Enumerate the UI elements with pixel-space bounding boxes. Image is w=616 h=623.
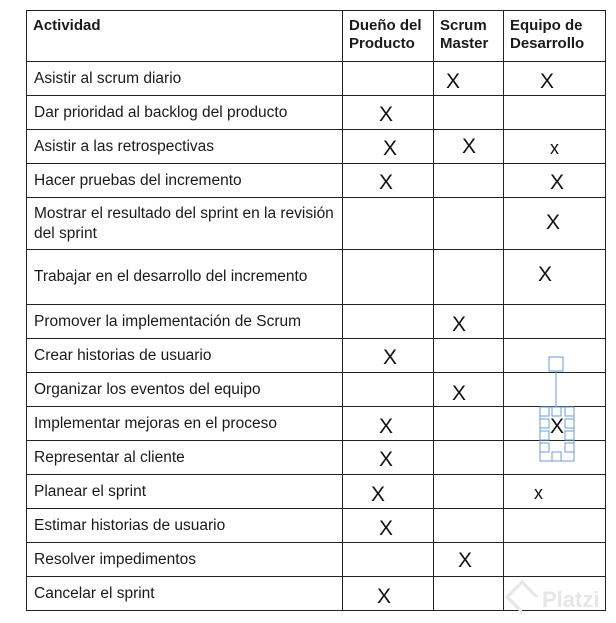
table-row xyxy=(27,164,606,198)
po-cell xyxy=(343,577,434,611)
dev-mark: X xyxy=(540,70,555,93)
po-cell xyxy=(343,373,434,407)
activity-cell: Promover la implementación de Scrum xyxy=(27,305,343,339)
po-cell xyxy=(343,198,434,250)
activity-cell: Resolver impedimentos xyxy=(27,543,343,577)
sm-cell xyxy=(434,130,504,164)
dev-cell xyxy=(504,305,606,339)
sm-mark: X xyxy=(458,549,473,572)
sm-cell xyxy=(434,373,504,407)
po-mark: X xyxy=(371,483,386,506)
activity-cell: Estimar historias de usuario xyxy=(27,509,343,543)
dev-mark: X xyxy=(550,171,565,194)
sm-cell xyxy=(434,198,504,250)
po-cell xyxy=(343,441,434,475)
sm-mark: X xyxy=(462,135,477,158)
header-activity: Actividad xyxy=(27,11,343,62)
po-mark: X xyxy=(383,137,398,160)
dev-mark: X xyxy=(546,211,561,234)
sm-mark: X xyxy=(452,313,467,336)
dev-cell xyxy=(504,198,606,250)
po-mark: X xyxy=(379,103,394,126)
sm-mark: X xyxy=(452,382,467,405)
dev-cell xyxy=(504,164,606,198)
dev-mark: X xyxy=(538,263,553,286)
sm-cell xyxy=(434,96,504,130)
table-row xyxy=(27,543,606,577)
po-cell xyxy=(343,475,434,509)
po-cell xyxy=(343,509,434,543)
table-row xyxy=(27,407,606,441)
header-row xyxy=(27,11,606,62)
dev-cell xyxy=(504,373,606,407)
po-mark: X xyxy=(379,415,394,438)
table-row xyxy=(27,305,606,339)
po-cell xyxy=(343,62,434,96)
table-row xyxy=(27,509,606,543)
sm-cell xyxy=(434,475,504,509)
table-row xyxy=(27,198,606,250)
dev-mark: x xyxy=(550,138,559,158)
po-mark: X xyxy=(379,171,394,194)
table-row xyxy=(27,250,606,305)
dev-cell xyxy=(504,543,606,577)
activity-cell: Planear el sprint xyxy=(27,475,343,509)
dev-cell xyxy=(504,475,606,509)
po-mark: X xyxy=(379,448,394,471)
table-row xyxy=(27,130,606,164)
sm-cell xyxy=(434,62,504,96)
table-row xyxy=(27,96,606,130)
dev-mark: X xyxy=(550,415,565,438)
sm-cell xyxy=(434,509,504,543)
po-cell xyxy=(343,250,434,305)
platzi-logo-icon xyxy=(505,580,539,614)
activity-cell: Crear historias de usuario xyxy=(27,339,343,373)
po-cell xyxy=(343,164,434,198)
po-mark: X xyxy=(377,585,392,608)
activity-cell: Implementar mejoras en el proceso xyxy=(27,407,343,441)
table-row xyxy=(27,62,606,96)
table-row xyxy=(27,475,606,509)
dev-cell xyxy=(504,509,606,543)
table-row xyxy=(27,441,606,475)
activity-cell: Organizar los eventos del equipo xyxy=(27,373,343,407)
sm-cell xyxy=(434,577,504,611)
po-cell xyxy=(343,130,434,164)
header-scrum-master: Scrum Master xyxy=(434,11,504,62)
sm-cell xyxy=(434,441,504,475)
activity-cell: Hacer pruebas del incremento xyxy=(27,164,343,198)
po-mark: X xyxy=(383,346,398,369)
activity-cell: Trabajar en el desarrollo del incremento xyxy=(27,250,343,305)
dev-cell xyxy=(504,407,606,441)
dev-cell xyxy=(504,96,606,130)
activity-cell: Cancelar el sprint xyxy=(27,577,343,611)
sm-cell xyxy=(434,250,504,305)
po-cell xyxy=(343,407,434,441)
dev-cell xyxy=(504,339,606,373)
activity-cell: Asistir al scrum diario xyxy=(27,62,343,96)
platzi-watermark: Platzi xyxy=(510,585,599,613)
table-row xyxy=(27,373,606,407)
sm-cell xyxy=(434,164,504,198)
activity-cell: Asistir a las retrospectivas xyxy=(27,130,343,164)
po-mark: X xyxy=(379,517,394,540)
dev-cell xyxy=(504,130,606,164)
po-cell xyxy=(343,543,434,577)
activity-cell: Mostrar el resultado del sprint en la revisión del sprint xyxy=(27,198,343,250)
sm-cell xyxy=(434,339,504,373)
header-dev-team: Equipo de Desarrollo xyxy=(504,11,606,62)
po-cell xyxy=(343,339,434,373)
table-row xyxy=(27,339,606,373)
sm-mark: X xyxy=(446,70,461,93)
dev-cell xyxy=(504,250,606,305)
po-cell xyxy=(343,96,434,130)
activity-cell: Representar al cliente xyxy=(27,441,343,475)
po-cell xyxy=(343,305,434,339)
activity-cell: Dar prioridad al backlog del producto xyxy=(27,96,343,130)
dev-cell xyxy=(504,441,606,475)
roles-table xyxy=(26,10,606,611)
sm-cell xyxy=(434,305,504,339)
dev-cell xyxy=(504,62,606,96)
dev-mark: x xyxy=(534,483,543,503)
header-product-owner: Dueño del Producto xyxy=(343,11,434,62)
sm-cell xyxy=(434,407,504,441)
sm-cell xyxy=(434,543,504,577)
